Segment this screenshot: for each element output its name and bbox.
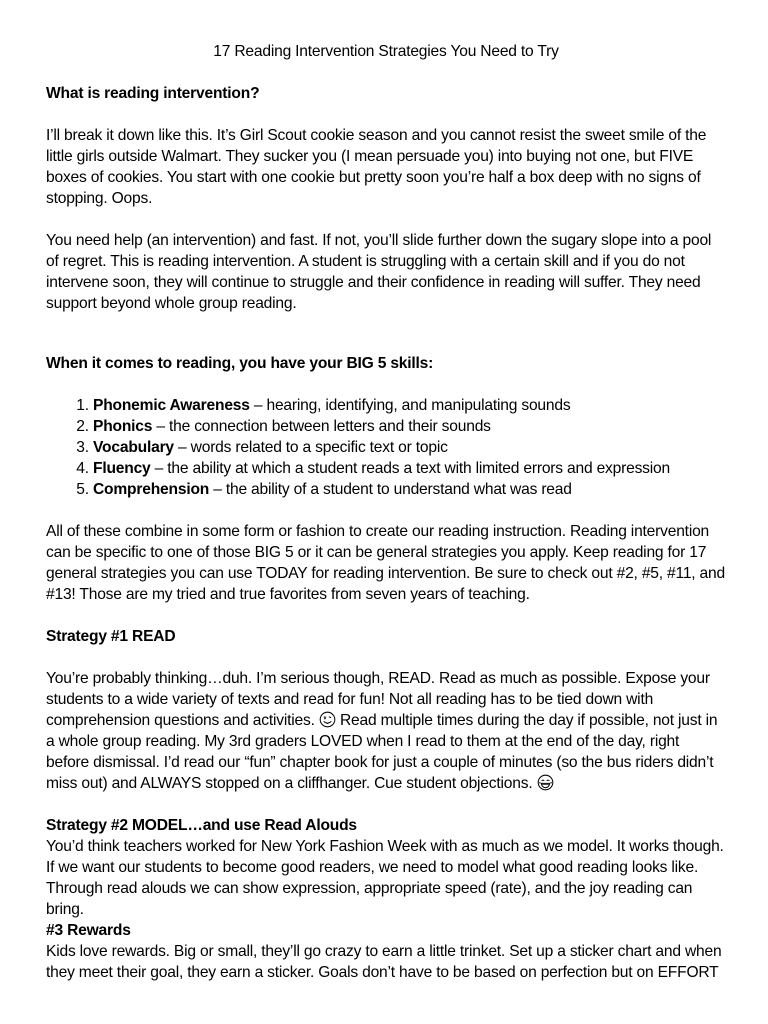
spacer xyxy=(46,335,726,353)
list-item xyxy=(93,479,726,500)
section-heading-big5: When it comes to reading, you have your BIG 5 skills: xyxy=(46,355,434,372)
strategy-1-paragraph xyxy=(46,668,726,794)
skill-term: Fluency xyxy=(93,460,151,477)
list-item xyxy=(93,395,726,416)
list-item xyxy=(93,437,726,458)
laughing-face-icon xyxy=(537,774,554,791)
big5-skills-list xyxy=(46,395,726,500)
skill-term: Phonics xyxy=(93,418,153,435)
list-item xyxy=(93,458,726,479)
document-title: 17 Reading Intervention Strategies You Need to Try xyxy=(213,43,559,60)
skill-description: – the ability at which a student reads a text with limited errors and expression xyxy=(150,460,670,477)
skill-description: – the ability of a student to understand what was read xyxy=(209,481,572,498)
big5-summary-paragraph: All of these combine in some form or fashion to create our reading instruction. Reading intervention can be specific to one of those BIG 5 or it can be general strategies you apply. Keep reading for 17 general strategies you can use TODAY for reading intervention. Be sure to check out #2, #5, #11, and #13! Those are my tried and true favorites from seven years of teaching. xyxy=(46,523,725,603)
strategy-1-text-a: You’re probably thinking…duh. I’m serious though, READ. Read as much as possible. Expose your students to a wide variety of texts and read for fun! Not all reading has to be tied down with comprehension questions and activities. xyxy=(46,670,710,729)
strategy-3-heading: #3 Rewards xyxy=(46,922,131,939)
skill-description: – words related to a specific text or topic xyxy=(173,439,448,456)
wink-face-icon xyxy=(319,711,336,728)
document-page xyxy=(46,41,726,983)
strategy-2-paragraph: You’d think teachers worked for New York Fashion Week with as much as we model. It works though. If we want our students to become good readers, we need to model what good reading looks like. Through read alouds we can show expression, appropriate speed (rate), and the joy reading can bring. xyxy=(46,838,724,918)
strategy-1-heading: Strategy #1 READ xyxy=(46,628,176,645)
strategy-1-text-b: Read multiple times during the day if possible, not just in a whole group reading. My 3rd graders LOVED when I read to them at the end of the day, right before dismissal. I’d read our “fun” chapter book for just a couple of minutes (so the bus riders didn’t miss out) and ALWAYS stopped on a cliffhanger. Cue student objections. xyxy=(46,712,718,792)
strategy-2-heading: Strategy #2 MODEL…and use Read Alouds xyxy=(46,817,357,834)
intro-paragraph-cookies: I’ll break it down like this. It’s Girl Scout cookie season and you cannot resist the sweet smile of the little girls outside Walmart. They sucker you (I mean persuade you) into buying not one, but FIVE boxes of cookies. You start with one cookie but pretty soon you’re half a box deep with no signs of stopping. Oops. xyxy=(46,127,707,207)
strategy-3-paragraph: Kids love rewards. Big or small, they’ll go crazy to earn a little trinket. Set up a sticker chart and when they meet their goal, they earn a sticker. Goals don’t have to be based on perfection but on EFFORT xyxy=(46,943,722,981)
intro-paragraph-intervention: You need help (an intervention) and fast. If not, you’ll slide further down the sugary slope into a pool of regret. This is reading intervention. A student is struggling with a certain skill and if you do not intervene soon, they will continue to struggle and their confidence in reading will suffer. They need support beyond whole group reading. xyxy=(46,232,712,312)
list-item xyxy=(93,416,726,437)
skill-description: – hearing, identifying, and manipulating sounds xyxy=(249,397,571,414)
skill-description: – the connection between letters and their sounds xyxy=(152,418,491,435)
skill-term: Vocabulary xyxy=(93,439,174,456)
skill-term: Comprehension xyxy=(93,481,210,498)
section-heading-what-is-intervention: What is reading intervention? xyxy=(46,85,260,102)
skill-term: Phonemic Awareness xyxy=(93,397,250,414)
